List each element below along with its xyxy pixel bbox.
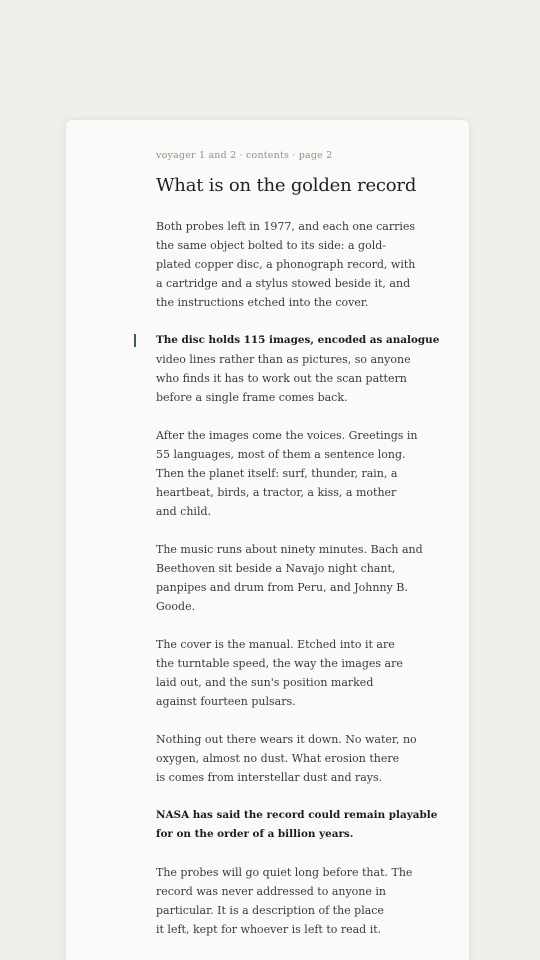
paragraph-closing[interactable] (156, 863, 413, 939)
text-line: a cartridge and a stylus stowed beside it, and (156, 277, 411, 290)
text-line: oxygen, almost no dust. What erosion there (156, 752, 400, 765)
text-line: 55 languages, most of them a sentence long. (156, 448, 406, 461)
text-line: After the images come the voices. Greetings in (156, 429, 418, 442)
text-line: particular. It is a description of the place (156, 904, 384, 917)
text-line: The disc holds 115 images, encoded as analogue (156, 334, 440, 346)
text-line: laid out, and the sun's position marked (156, 676, 374, 689)
breadcrumb: voyager 1 and 2 · contents · page 2 (156, 150, 333, 161)
paragraph-erosion[interactable] (156, 730, 417, 787)
paragraph-intro[interactable] (156, 217, 416, 312)
text-cursor (134, 334, 136, 347)
text-line: The probes will go quiet long before that. The (156, 866, 413, 879)
text-line: Nothing out there wears it down. No water, no (156, 733, 417, 746)
paragraph-voices[interactable] (156, 426, 418, 521)
text-line: record was never addressed to anyone in (156, 885, 386, 898)
text-line: Both probes left in 1977, and each one carries (156, 220, 416, 233)
text-line: The music runs about ninety minutes. Bach and (156, 543, 423, 556)
text-line: and child. (156, 505, 211, 518)
text-line: it left, kept for whoever is left to read it. (156, 923, 382, 936)
text-line: the turntable speed, the way the images are (156, 657, 403, 670)
text-line: against fourteen pulsars. (156, 695, 296, 708)
page-title: What is on the golden record (156, 175, 417, 196)
text-line: before a single frame comes back. (156, 391, 348, 404)
text-line: the same object bolted to its side: a gold- (156, 239, 386, 252)
text-line: Then the planet itself: surf, thunder, rain, a (156, 467, 398, 480)
text-line: the instructions etched into the cover. (156, 296, 369, 309)
document-content (156, 150, 440, 958)
text-line: for on the order of a billion years. (156, 828, 354, 840)
text-line: Goode. (156, 600, 196, 613)
text-line: Beethoven sit beside a Navajo night chant, (156, 562, 396, 575)
paragraph-music[interactable] (156, 540, 423, 616)
text-line: video lines rather than as pictures, so anyone (156, 353, 411, 366)
document-page (66, 120, 469, 960)
paragraph-cover[interactable] (156, 635, 401, 711)
text-line: The cover is the manual. Etched into it are (156, 638, 395, 651)
text-line: heartbeat, birds, a tractor, a kiss, a mother (156, 486, 397, 499)
text-line: who finds it has to work out the scan pattern (156, 372, 407, 385)
text-line: NASA has said the record could remain playable (156, 809, 438, 821)
paragraph-nasa[interactable] (156, 806, 438, 844)
paragraph-images[interactable] (156, 331, 440, 407)
text-line: plated copper disc, a phonograph record, with (156, 258, 416, 271)
text-line: panpipes and drum from Peru, and Johnny B. (156, 581, 408, 594)
text-line: is comes from interstellar dust and rays. (156, 771, 383, 784)
